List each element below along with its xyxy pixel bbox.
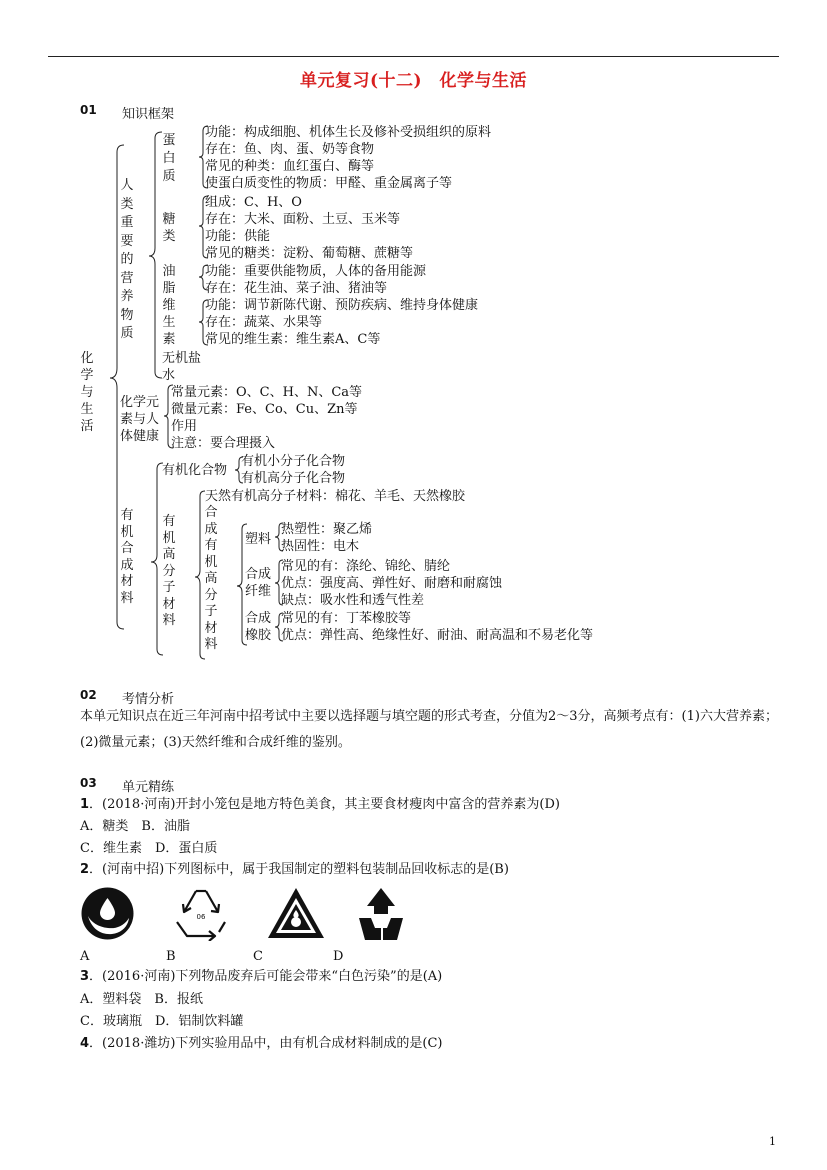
- fiber-line-3: 缺点：吸水性和透气性差: [281, 593, 425, 608]
- question-stem: ．(2018·河南)开封小笼包是地方特色美食，其主要食材瘦肉中富含的营养素为(D): [89, 797, 560, 812]
- sugar-line-3: 功能：供能: [205, 229, 271, 244]
- synthetic-label: 合成有机高分子材料: [204, 505, 218, 652]
- flammable-warning-icon: [266, 886, 326, 941]
- fiber-line-1: 常见的有：涤纶、锦纶、腈纶: [281, 559, 451, 574]
- question-stem: ．(2018·潍坊)下列实验用品中，由有机合成材料制成的是(C): [89, 1036, 443, 1051]
- section-number: 01: [80, 103, 97, 117]
- fiber-line-2: 优点：强度高、弹性好、耐磨和耐腐蚀: [281, 576, 503, 591]
- question-number: 2: [80, 862, 90, 877]
- sugar-label: 糖类: [162, 212, 176, 244]
- fat-line-1: 功能：重要供能物质，人体的备用能源: [205, 264, 427, 279]
- question-number: 1: [80, 797, 90, 812]
- question-number: 3: [80, 969, 90, 984]
- question-1-options-a: A．糖类 B．油脂: [80, 819, 190, 834]
- section-number: 02: [80, 688, 97, 702]
- section-03: [80, 776, 175, 795]
- icon-label-a: A: [80, 949, 90, 964]
- recycle-icon: [171, 886, 231, 941]
- section-label: 知识框架: [122, 107, 175, 122]
- organic-label: 有机化合物: [162, 463, 228, 478]
- protein-line-2: 存在：鱼、肉、蛋、奶等食物: [205, 142, 375, 157]
- recycle-arrows-icon: [355, 886, 407, 941]
- plastic-label: 塑料: [245, 532, 272, 547]
- icon-label-d: D: [333, 949, 344, 964]
- polymer-label: 有机高分子材料: [162, 514, 176, 628]
- protein-label: 蛋白质: [162, 133, 176, 184]
- sugar-line-4: 常见的糖类：淀粉、葡萄糖、蔗糖等: [205, 246, 414, 261]
- question-1-options-c: C．维生素 D．蛋白质: [80, 841, 218, 856]
- organic-line-1: 有机小分子化合物: [241, 454, 346, 469]
- icon-label-b: B: [166, 949, 176, 964]
- water-saving-icon: [80, 886, 135, 941]
- icon-label-c: C: [253, 949, 263, 964]
- sugar-line-2: 存在：大米、面粉、土豆、玉米等: [205, 212, 401, 227]
- rubber-line-1: 常见的有：丁苯橡胶等: [281, 611, 412, 626]
- svg-text:06: 06: [196, 913, 206, 921]
- question-2: [80, 861, 509, 878]
- vitamin-line-1: 功能：调节新陈代谢、预防疾病、维持身体健康: [205, 298, 479, 313]
- nutrients-label: 人类重要的营养物质: [120, 178, 134, 341]
- analysis-paragraph: [80, 704, 785, 756]
- organic-line-2: 有机高分子化合物: [241, 471, 346, 486]
- elements-line-4: 注意：要合理摄入: [171, 436, 276, 451]
- fiber-label: 合成纤维: [245, 567, 272, 599]
- rubber-line-2: 优点：弹性高、绝缘性好、耐油、耐高温和不易老化等: [281, 628, 594, 643]
- materials-label: 有机合成材料: [120, 508, 134, 606]
- vitamin-line-3: 常见的维生素：维生素A、C等: [205, 332, 381, 347]
- analysis-text: 本单元知识点在近三年河南中招考试中主要以选择题与填空题的形式考查，分值为2～3分，高频考点有：(1)六大营养素；(2)微量元素；(3)天然纤维和合成纤维的鉴别。: [80, 709, 778, 750]
- question-3: [80, 968, 442, 985]
- page-title: 单元复习(十二) 化学与生活: [299, 71, 528, 91]
- elements-line-1: 常量元素：O、C、H、N、Ca等: [171, 385, 363, 400]
- natural-polymer-line: 天然有机高分子材料：棉花、羊毛、天然橡胶: [205, 489, 466, 504]
- question-stem: ．(2016·河南)下列物品废弃后可能会带来“白色污染”的是(A): [89, 969, 443, 984]
- plastic-line-1: 热塑性：聚乙烯: [281, 522, 373, 537]
- protein-line-4: 使蛋白质变性的物质：甲醛、重金属离子等: [205, 176, 453, 191]
- question-3-options-a: A．塑料袋 B．报纸: [80, 992, 203, 1007]
- fat-line-2: 存在：花生油、菜子油、猪油等: [205, 281, 388, 296]
- section-02: [80, 688, 175, 707]
- question-stem: ．(河南中招)下列图标中，属于我国制定的塑料包装制品回收标志的是(B): [89, 862, 509, 877]
- vitamin-label: 维生素: [162, 298, 176, 347]
- elements-label: 化学元素与人体健康: [120, 395, 160, 444]
- elements-line-2: 微量元素：Fe、Co、Cu、Zn等: [171, 402, 358, 417]
- rubber-label: 合成橡胶: [245, 611, 272, 643]
- section-number: 03: [80, 776, 97, 790]
- root-label: 化学与生活: [80, 351, 94, 434]
- salt-label: 无机盐: [162, 351, 202, 366]
- section-label: 单元精练: [122, 780, 175, 795]
- sugar-line-1: 组成：C、H、O: [205, 195, 302, 210]
- question-4: [80, 1035, 443, 1052]
- water-label: 水: [162, 368, 176, 383]
- page-number: 1: [769, 1135, 776, 1148]
- vitamin-line-2: 存在：蔬菜、水果等: [205, 315, 323, 330]
- question-1: [80, 796, 560, 813]
- protein-line-1: 功能：构成细胞、机体生长及修补受损组织的原料: [205, 125, 492, 140]
- plastic-line-2: 热固性：电木: [281, 539, 360, 554]
- question-3-options-c: C．玻璃瓶 D．铝制饮料罐: [80, 1014, 244, 1029]
- elements-line-3: 作用: [171, 419, 198, 434]
- protein-line-3: 常见的种类：血红蛋白、酶等: [205, 159, 375, 174]
- fat-label: 油脂: [162, 264, 176, 296]
- question-number: 4: [80, 1036, 90, 1051]
- section-label: 考情分析: [122, 692, 175, 707]
